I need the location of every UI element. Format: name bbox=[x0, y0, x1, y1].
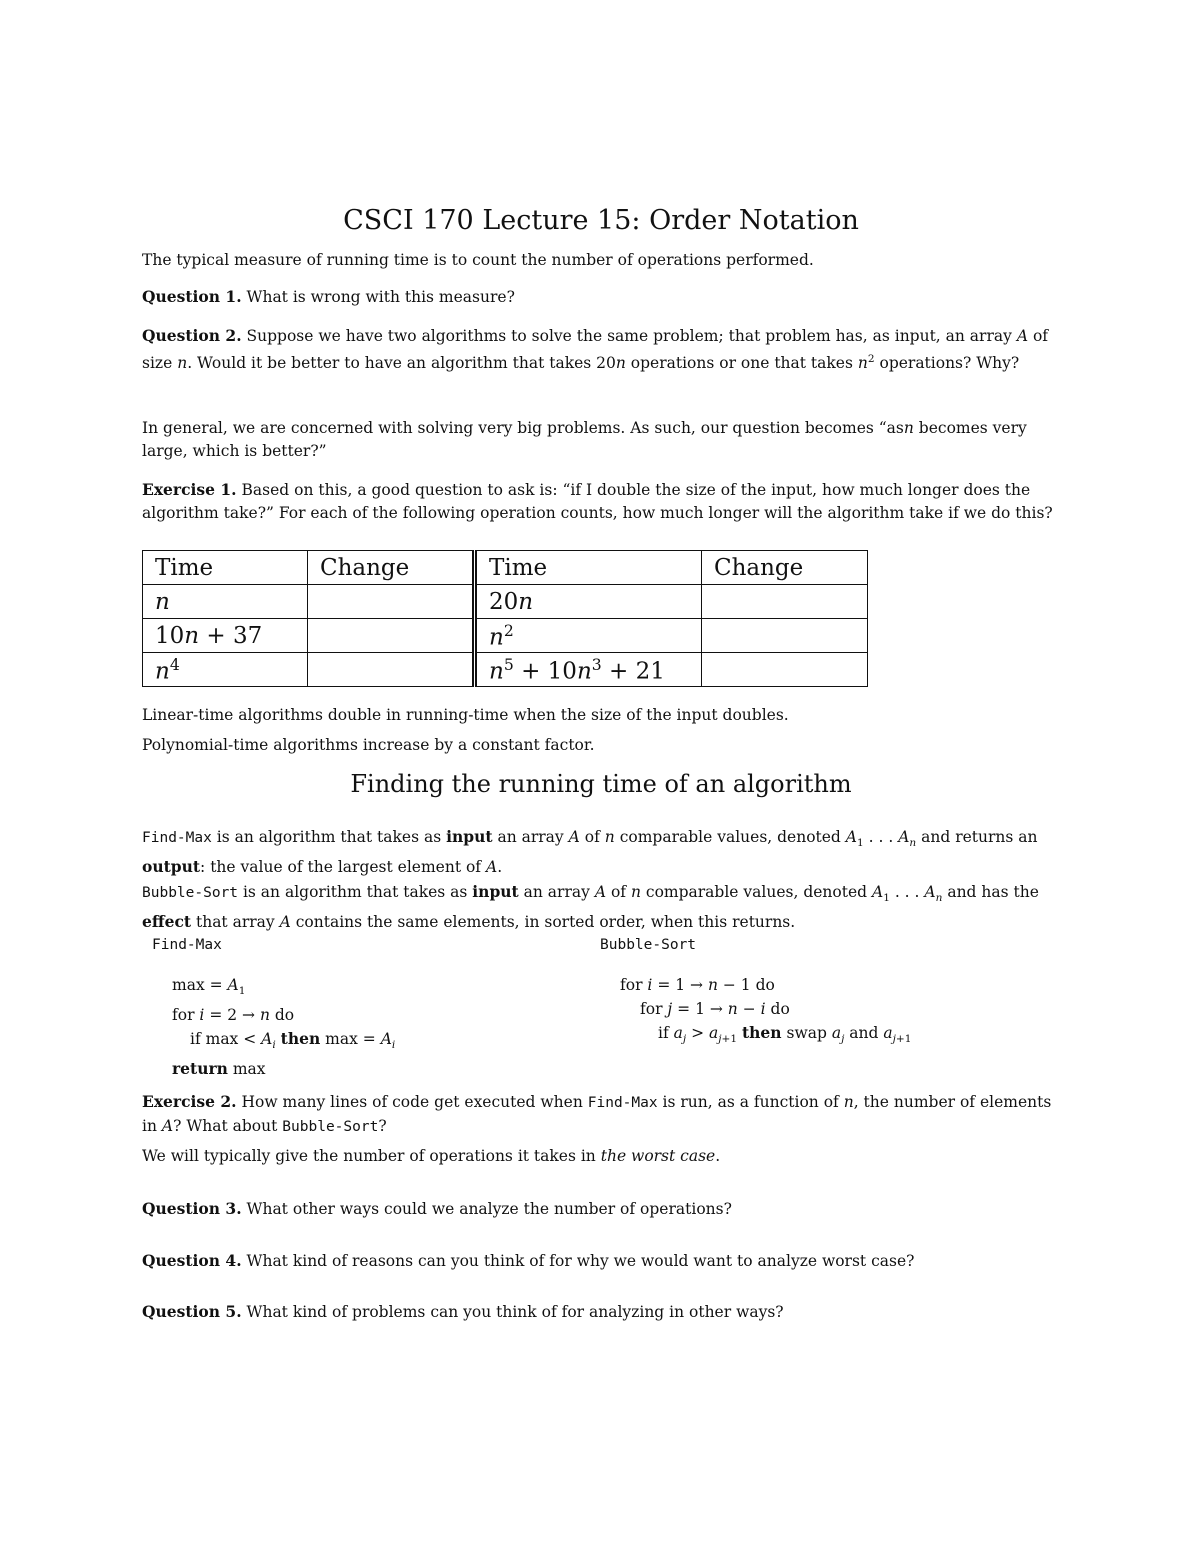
time-cell: $n^4$ bbox=[143, 653, 308, 687]
time-cell: 20n bbox=[475, 585, 702, 619]
code-line: for j = 1 → n − i do bbox=[640, 1000, 790, 1018]
header-change: Change bbox=[308, 551, 475, 585]
time-cell: $n^2$ bbox=[475, 619, 702, 653]
question-4: Question 4. What kind of reasons can you think of for why we would want to analyze worst case? bbox=[142, 1251, 915, 1270]
exercise-2: Exercise 2. How many lines of code get executed when Find-Max is run, as a function of n, the number of elements in A? What about Bubble-Sort? bbox=[142, 1092, 1052, 1135]
table-row bbox=[143, 585, 868, 619]
worst-case-note: We will typically give the number of operations it takes in the worst case. bbox=[142, 1147, 721, 1165]
code-line: for i = 1 → n − 1 do bbox=[620, 976, 775, 994]
code-line: $\max = A_1$ bbox=[172, 976, 246, 998]
question-1: Question 1. What is wrong with this measure? bbox=[142, 287, 515, 306]
time-cell: $n^5 + 10n^3 + 21$ bbox=[475, 653, 702, 687]
code-line: if $\max < A_i$ then $\max = A_i$ bbox=[190, 1029, 396, 1052]
change-cell bbox=[308, 653, 475, 687]
page-title: CSCI 170 Lecture 15: Order Notation bbox=[343, 205, 859, 236]
question-5: Question 5. What kind of problems can you think of for analyzing in other ways? bbox=[142, 1302, 784, 1321]
header-time: Time bbox=[475, 551, 702, 585]
polynomial-note: Polynomial-time algorithms increase by a constant factor. bbox=[142, 736, 595, 754]
change-cell bbox=[702, 585, 868, 619]
code-title: Find-Max bbox=[152, 937, 222, 953]
header-change: Change bbox=[702, 551, 868, 585]
table-row bbox=[143, 619, 868, 653]
time-cell: n bbox=[143, 585, 308, 619]
find-max-pseudocode bbox=[152, 933, 395, 1081]
question-3: Question 3. What other ways could we analyze the number of operations? bbox=[142, 1199, 732, 1218]
linear-note: Linear-time algorithms double in running-time when the size of the input doubles. bbox=[142, 706, 789, 724]
question-label: Question 2. bbox=[142, 326, 242, 345]
general-paragraph: In general, we are concerned with solving very big problems. As such, our question becomes “asn becomes very large, which is better?” bbox=[142, 419, 1027, 460]
code-line: for i = 2 → n do bbox=[172, 1006, 295, 1025]
change-cell bbox=[702, 619, 868, 653]
header-time: Time bbox=[143, 551, 308, 585]
question-label: Question 1. bbox=[142, 287, 242, 306]
exercise-1: Exercise 1. Based on this, a good question to ask is: “if I double the size of the input, how much longer does the algorithm take?” For each of the following operation counts, how much longer will the algorithm take if we do this? bbox=[142, 480, 1053, 522]
time-cell: 10n + 37 bbox=[143, 619, 308, 653]
change-cell bbox=[308, 619, 475, 653]
exercise-label: Exercise 1. bbox=[142, 480, 237, 499]
bubble-sort-description: Bubble-Sort is an algorithm that takes as input an array A of n comparable values, denoted $A_1$ . . . $A_n$ and has the effect that array A contains the same elements, in sorted order, when this returns. bbox=[142, 882, 1039, 932]
code-line: return max bbox=[172, 1059, 266, 1079]
question-label: Question 5. bbox=[142, 1302, 242, 1321]
table-header-row bbox=[143, 551, 868, 585]
find-max-description: Find-Max is an algorithm that takes as input an array A of n comparable values, denoted $A_1$ . . . $A_n$ and returns an output: the value of the largest element of A. bbox=[142, 827, 1038, 877]
table-row bbox=[143, 653, 868, 687]
doubling-table bbox=[142, 550, 868, 687]
section-heading: Finding the running time of an algorithm bbox=[350, 770, 852, 798]
question-label: Question 4. bbox=[142, 1251, 242, 1270]
question-2: Question 2. Suppose we have two algorithms to solve the same problem; that problem has, as input, an array A of size n. Would it be better to have an algorithm that takes 20n operations or one that takes $n^2$ operations? Why? bbox=[142, 326, 1049, 373]
change-cell bbox=[702, 653, 868, 687]
code-title: Bubble-Sort bbox=[600, 937, 697, 953]
code-line: if $a_j > a_{j+1}$ then swap $a_j$ and $a_{j+1}$ bbox=[658, 1023, 912, 1046]
exercise-label: Exercise 2. bbox=[142, 1092, 237, 1111]
bubble-sort-pseudocode bbox=[600, 933, 911, 1051]
change-cell bbox=[308, 585, 475, 619]
question-label: Question 3. bbox=[142, 1199, 242, 1218]
intro-paragraph: The typical measure of running time is to count the number of operations performed. bbox=[142, 251, 814, 269]
